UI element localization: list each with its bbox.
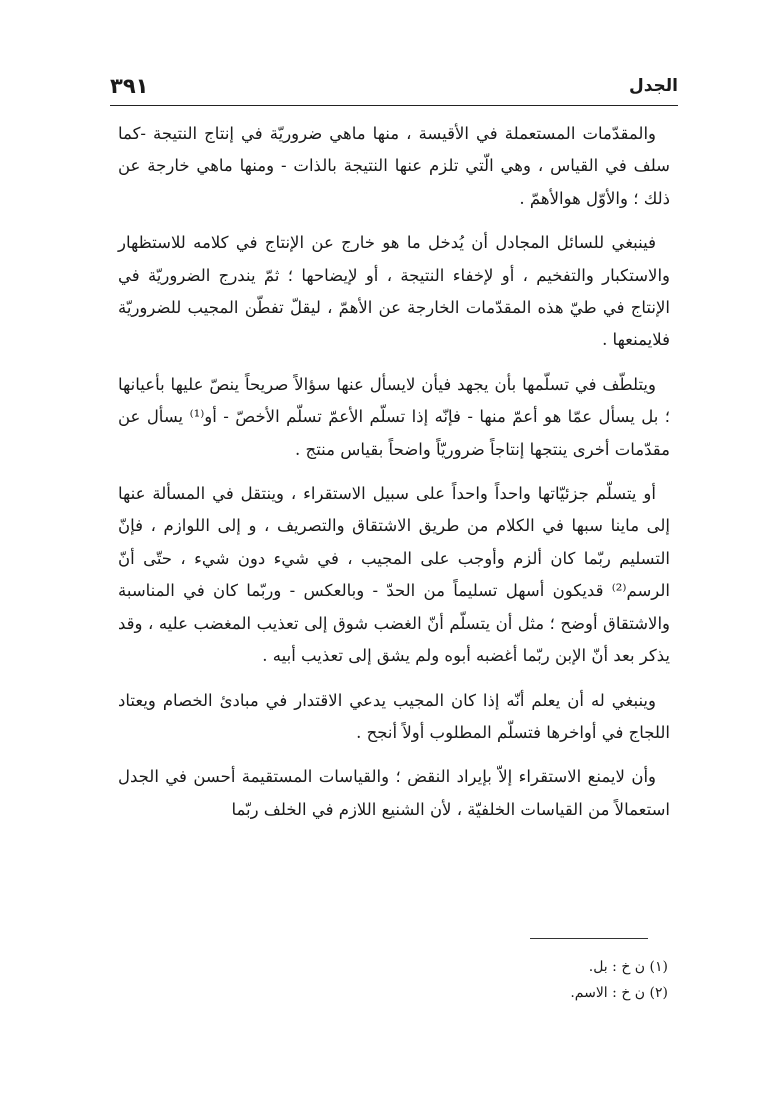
footnotes <box>570 954 668 1006</box>
paragraph: فينبغي للسائل المجادل أن يُدخل ما هو خارج عن الإنتاج في كلامه للاستظهار والاستكبار والتفخيم ، أو لإخفاء النتيجة ، أو لإيضاحها ؛ ثمّ يندرج الضروريّة في الإنتاج في طيّ هذه المقدّمات الخارجة عن الأهمّ ، ليقلّ تفطّن المجيب للضروريّة فلايمنعها . <box>118 233 670 350</box>
header-rule <box>110 105 678 106</box>
paragraph: والمقدّمات المستعملة في الأقيسة ، منها ماهي ضروريّة في إنتاج النتيجة -كما سلف في القياس ، وهي الّتي تلزم عنها النتيجة بالذات - ومنها ماهي خارجة عن ذلك ؛ والأوّل هوالأهمّ . <box>118 124 670 208</box>
paragraph: وينبغي له أن يعلم أنّه إذا كان المجيب يدعي الاقتدار في مبادئ الخصام ويعتاد اللجاج في أواخرها فتسلّم المطلوب أولاً أنجح . <box>118 690 670 742</box>
running-title: الجدل <box>628 76 678 96</box>
paragraph: ويتلطّف في تسلّمها بأن يجهد فيأن لايسأل عنها سؤالاً صريحاً ينصّ عليها بأعيانها ؛ بل يسأل عمّا هو أعمّ منها - فإنّه إذا تسلّم الأعمّ تسلّم الأخصّ - أو⁽¹⁾ يسأل عن مقدّمات أخرى ينتجها إنتاجاً ضروريّاً واضحاً بقياس منتج . <box>118 374 670 459</box>
page-header <box>110 74 678 100</box>
footnote-rule <box>530 938 648 939</box>
paragraph: أو يتسلّم جزئيّاتها واحداً واحداً على سبيل الاستقراء ، وينتقل في المسألة عنها إلى ماينا سبها في الكلام من طريق الاشتقاق والتصريف ، و إلى اللوازم ، فإنّ التسليم ربّما كان ألزم وأوجب على المجيب ، في شيء دون شيء ، حتّى أنّ الرسم⁽²⁾ قديكون أسهل تسليماً من الحدّ - وبالعكس - وربّما كان في المناسبة والاشتقاق أوضح ؛ مثل أن يتسلّم أنّ الغضب شوق إلى تعذيب المغضب عليه ، وقد يذكر بعد أنّ الإبن ربّما أغضبه أبوه ولم يشق إلى تعذيب أبيه . <box>118 484 670 666</box>
footnote: (٢) ن خ : الاسم. <box>570 985 668 1001</box>
paragraph: وأن لايمنع الاستقراء إلاّ بإيراد النقض ؛ والقياسات المستقيمة أحسن في الجدل استعمالاً من القياسات الخلفيّة ، لأن الشنيع اللازم في الخلف ربّما <box>118 767 670 819</box>
footnote: (١) ن خ : بل. <box>588 959 668 975</box>
body-text <box>118 118 670 838</box>
page-number: ٣٩١ <box>110 74 149 98</box>
